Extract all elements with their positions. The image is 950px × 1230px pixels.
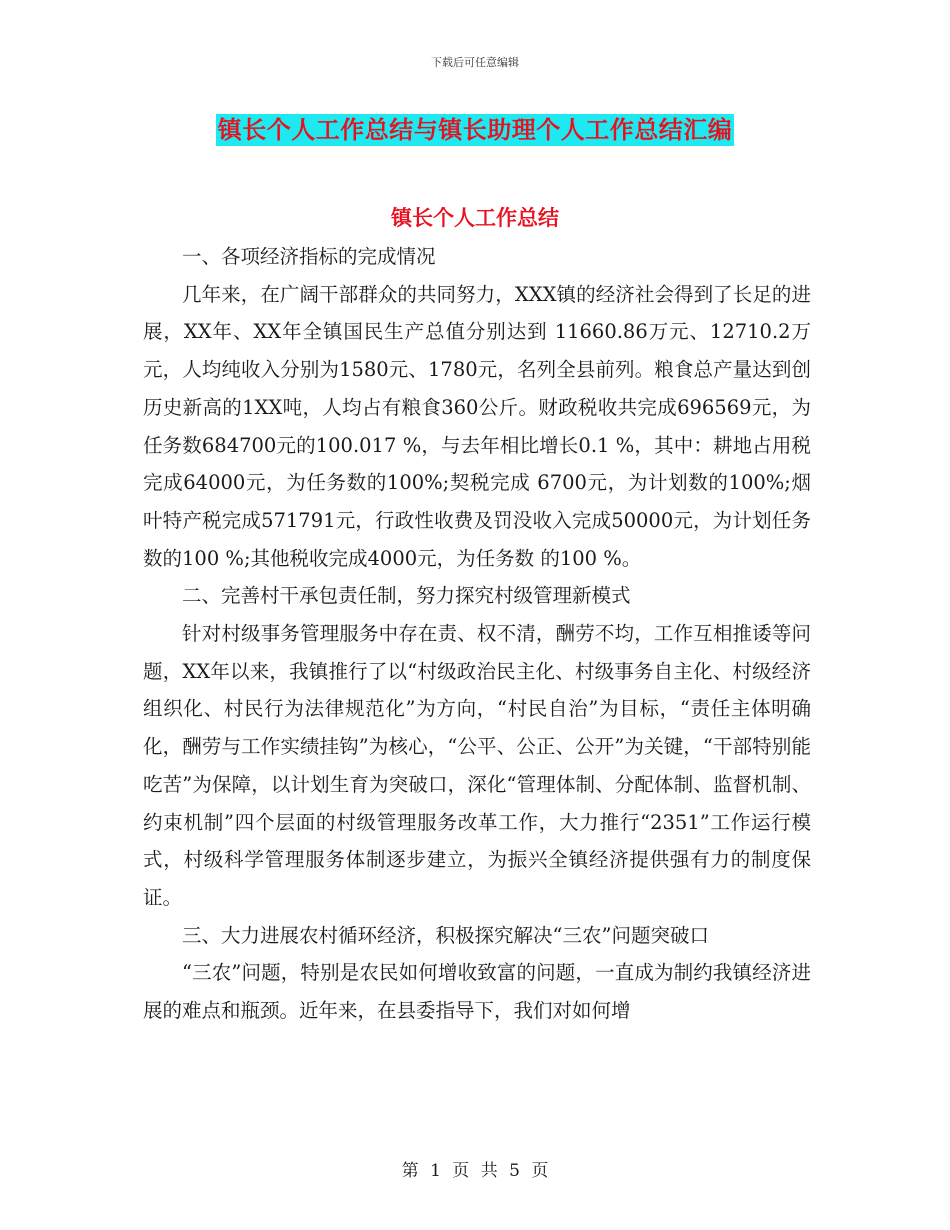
paragraph-economic-indicators: 几年来，在广阔干部群众的共同努力，XXX镇的经济社会得到了长足的进展，XX年、XX年全镇国民生产总值分别达到 11660.86万元、12710.2万元，人均纯收入分别为1580元、1780元，名列全县前列。粮食总产量达到创历史新高的1XX吨，人均占有粮食360公斤。财政税收共完成696569元，为任务数684700元的100.017 %，与去年相比增长0.1 %，其中：耕地占用税完成64000元，为任务数的100%;契税完成 6700元，为计划数的100%;烟叶特产税完成571791元，行政性收费及罚没收入完成50000元，为计划任务数的100 %;其他税收完成4000元，为任务数 的100 %。 [143,282,811,570]
main-title-container [0,114,950,146]
section-title: 镇长个人工作总结 [391,206,559,230]
main-title: 镇长个人工作总结与镇长助理个人工作总结汇编 [217,116,733,144]
paragraph-three-rural-issues: “三农”问题，特别是农民如何增收致富的问题，一直成为制约我镇经济进展的难点和瓶颈。近年来，在县委指导下，我们对如何增 [143,961,811,1023]
page-footer: 第 1 页 共 5 页 [401,1161,549,1181]
heading-village-responsibility: 二、完善村干承包责任制，努力探究村级管理新模式 [182,584,631,608]
header-note: 下载后可任意编辑 [431,56,519,69]
heading-circular-economy: 三、大力进展农村循环经济，积极探究解决“三农”问题突破口 [182,923,709,947]
heading-economic-indicators: 一、各项经济指标的完成情况 [182,245,436,268]
document-body [143,238,811,1030]
paragraph-village-management: 针对村级事务管理服务中存在责、权不清，酬劳不均，工作互相推诿等问题，XX年以来，我镇推行了以“村级政治民主化、村级事务自主化、村级经济组织化、村民行为法律规范化”为方向，“村民自治”为目标，“责任主体明确化，酬劳与工作实绩挂钩”为核心，“公平、公正、公开”为关键，“干部特别能吃苦”为保障，以计划生育为突破口，深化“管理体制、分配体制、监督机制、约束机制”四个层面的村级管理服务改革工作，大力推行“2351”工作运行模式，村级科学管理服务体制逐步建立，为振兴全镇经济提供强有力的制度保证。 [143,622,811,909]
